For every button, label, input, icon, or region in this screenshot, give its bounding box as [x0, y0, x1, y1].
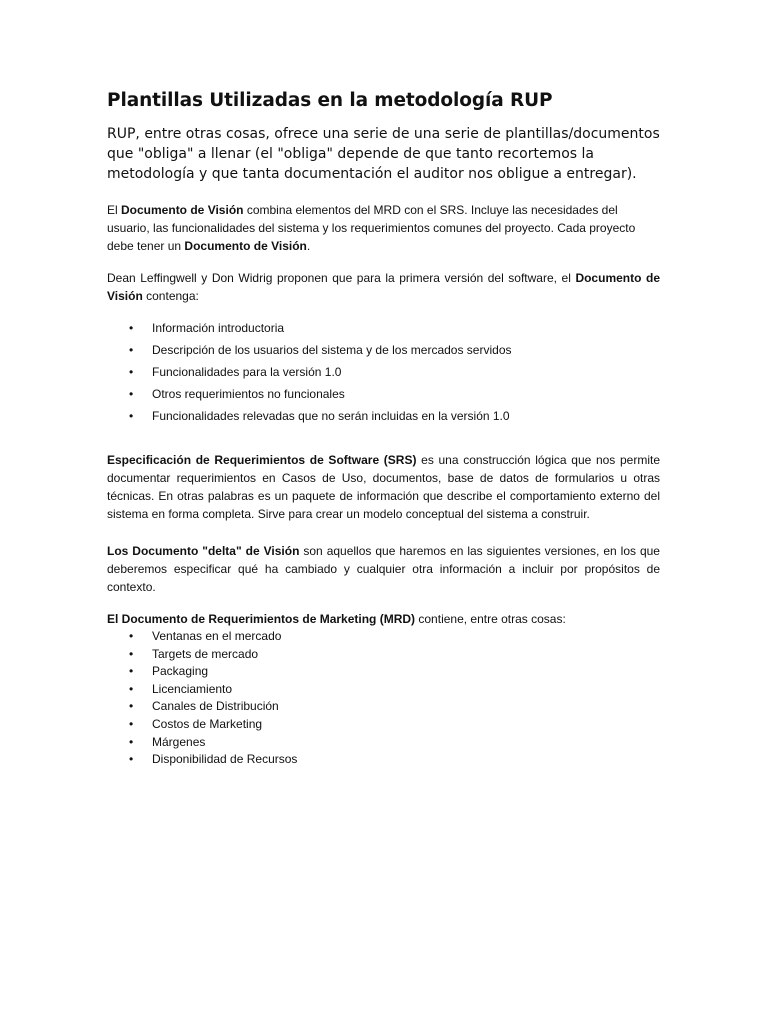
- bullet-icon: •: [129, 716, 134, 731]
- list-item: [107, 716, 660, 734]
- bullet-icon: •: [129, 629, 134, 643]
- text-run: .: [306, 239, 311, 253]
- list-item: [107, 339, 660, 361]
- bold-term: Documento de Visión: [107, 271, 660, 303]
- bullet-icon: •: [129, 734, 134, 749]
- bullet-icon: •: [129, 365, 134, 379]
- list-item: [107, 663, 660, 681]
- list-item-text: Otros requerimientos no funcionales: [152, 387, 345, 401]
- list-item: [107, 751, 660, 769]
- list-item: [107, 681, 660, 699]
- bold-term: Especificación de Requerimientos de Software (SRS): [107, 453, 417, 467]
- vision-contents-list: [107, 317, 660, 427]
- list-item-text: Descripción de los usuarios del sistema y de los mercados servidos: [152, 343, 512, 357]
- list-item: [107, 383, 660, 405]
- list-item: [107, 734, 660, 752]
- list-item: [107, 698, 660, 716]
- delta-paragraph: [107, 542, 660, 596]
- srs-paragraph: [107, 451, 660, 523]
- list-item-text: Licenciamiento: [152, 681, 233, 696]
- bullet-icon: •: [129, 664, 134, 679]
- document-page: [107, 88, 660, 769]
- list-item: [107, 628, 660, 646]
- text-run: son aquellos que haremos en las siguientes versiones, en los que deberemos especificar qué ha cambiado y cualquier otra información a incluir por propósitos de contexto.: [107, 544, 660, 594]
- text-run: contenga:: [142, 289, 199, 303]
- page-title: Plantillas Utilizadas en la metodología RUP: [107, 90, 553, 111]
- bullet-icon: •: [129, 699, 134, 714]
- vision-paragraph: [107, 201, 660, 255]
- list-item-text: Funcionalidades para la versión 1.0: [152, 365, 342, 379]
- list-item: [107, 405, 660, 427]
- list-item-text: Packaging: [152, 664, 209, 679]
- bullet-icon: •: [129, 321, 134, 335]
- bold-term: Los Documento "delta" de Visión: [107, 544, 300, 558]
- bold-term: Documento de Visión: [121, 203, 244, 217]
- bullet-icon: •: [129, 343, 134, 357]
- list-item: [107, 361, 660, 383]
- bullet-icon: •: [129, 752, 134, 767]
- list-item-text: Ventanas en el mercado: [152, 629, 282, 643]
- text-run: combina elementos del MRD con el SRS. Incluye las necesidades del usuario, las funcionalidades del sistema y los requerimientos comunes del proyecto. Cada proyecto debe tener un: [107, 203, 636, 253]
- list-item-text: Disponibilidad de Recursos: [152, 752, 298, 767]
- bullet-icon: •: [129, 681, 134, 696]
- list-item-text: Márgenes: [152, 734, 206, 749]
- mrd-paragraph: [107, 610, 660, 628]
- bullet-icon: •: [129, 409, 134, 423]
- bullet-icon: •: [129, 387, 134, 401]
- list-item-text: Información introductoria: [152, 321, 285, 335]
- text-run: El: [107, 203, 122, 217]
- list-item-text: Targets de mercado: [152, 646, 259, 661]
- bold-term: Documento de Visión: [184, 239, 307, 253]
- text-run: es una construcción lógica que nos permite documentar requerimientos en Casos de Uso, documentos, base de datos de formularios u otras técnicas. En otras palabras es un paquete de información que describe el comportamiento externo del sistema en forma completa. Sirve para crear un modelo conceptual del sistema a construir.: [107, 453, 661, 521]
- bold-term: El Documento de Requerimientos de Marketing (MRD): [107, 612, 416, 626]
- list-item: [107, 317, 660, 339]
- list-item-text: Funcionalidades relevadas que no serán incluidas en la versión 1.0: [152, 409, 510, 423]
- text-run: contiene, entre otras cosas:: [415, 612, 566, 626]
- list-item-text: Canales de Distribución: [152, 699, 279, 714]
- dean-paragraph: [107, 269, 660, 305]
- list-item: [107, 646, 660, 664]
- mrd-contents-list: [107, 628, 660, 769]
- bullet-icon: •: [129, 646, 134, 661]
- intro-paragraph: RUP, entre otras cosas, ofrece una serie de una serie de plantillas/documentos que "obliga" a llenar (el "obliga" depende de que tanto recortemos la metodología y que tanta documentación el auditor nos obligue a entregar).: [107, 126, 660, 182]
- text-run: Dean Leffingwell y Don Widrig proponen que para la primera versión del software, el: [107, 271, 576, 285]
- list-item-text: Costos de Marketing: [152, 716, 263, 731]
